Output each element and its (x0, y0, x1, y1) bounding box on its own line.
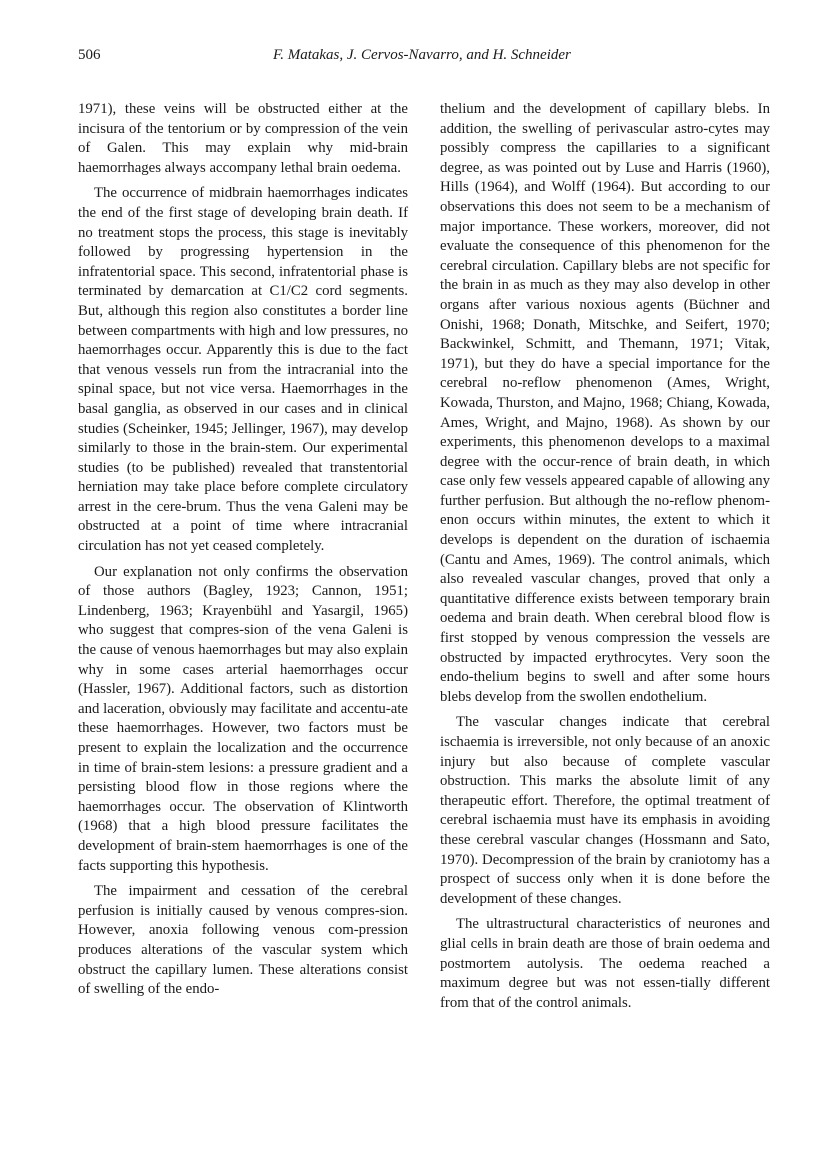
paragraph: The impairment and cessation of the cerebral perfusion is initially caused by venous compres-sion. However, anoxia following venous com-pression produces alterations of the vascular system which obstruct the capillary lumen. These alterations consist of swelling of the endo- (78, 883, 408, 998)
paragraph: Our explanation not only confirms the observation of those authors (Bagley, 1923; Cannon, 1951; Lindenberg, 1963; Krayenbühl and Yasargil, 1965) who suggest that compres-sion of the vena Galeni is the cause of venous haemorrhages but may also explain why in some cases arterial haemorrhages occur (Hassler, 1967). Additional factors, such as distortion and laceration, obviously may facilitate and accentu-ate these haemorrhages. However, two factors must be present to explain the localization and the occurrence in time of brain-stem lesions: a pressure gradient and a persisting blood flow in those regions where the haemorrhages occur. The observation of Klintworth (1968) that a high blood pressure facilitates the development of brain-stem haemorrhages is one of the facts supporting this hypothesis. (78, 563, 408, 874)
paragraph: The vascular changes indicate that cerebral ischaemia is irreversible, not only because of an anoxic injury but also because of complete vascular obstruction. This marks the absolute limit of any therapeutic effort. Therefore, the optimal treatment of cerebral ischaemia must have its emphasis in avoiding these cerebral vascular changes (Hossmann and Sato, 1970). Decompression of the brain by craniotomy has a prospect of success only when it is done before the development of these changes. (440, 714, 770, 907)
left-column (78, 100, 408, 1000)
page-number: 506 (78, 47, 101, 63)
paragraph: 1971), these veins will be obstructed either at the incisura of the tentorium or by compression of the vein of Galen. This may explain why mid-brain haemorrhages always accompany lethal brain oedema. (78, 101, 408, 176)
paragraph: thelium and the development of capillary blebs. In addition, the swelling of perivascular astro-cytes may possibly compress the capillaries to a significant degree, as was pointed out by Luse and Harris (1960), Hills (1964), and Wolff (1964). But according to our observations this does not seem to be a mechanism of major importance. These workers, moreover, did not evaluate the consequence of this phenomenon for the cerebral circulation. Capillary blebs are not specific for the brain in as much as they may also develop in other organs after various noxious agents (Büchner and Onishi, 1968; Donath, Mitschke, and Seifert, 1970; Backwinkel, Schmitt, and Themann, 1971; Vitak, 1971), but they do have a special importance for the cerebral no-reflow phenomenon (Ames, Wright, Kowada, Thurston, and Majno, 1968; Chiang, Kowada, Ames, Wright, and Majno, 1968). As shown by our experiments, this phenomenon develops to a maximal degree with the occur-rence of brain death, in which case only few vessels appeared capable of allowing any further perfusion. But although the no-reflow phenom-enon occurs within minutes, the extent to which it develops is dependent on the duration of ischaemia (Cantu and Ames, 1969). The control animals, which also revealed vascular changes, proved that only a quantitative difference exists between temporary brain oedema and brain death. When cerebral blood flow is first stopped by venous compression the vessels are obstructed by impacted erythrocytes. Very soon the endo-thelium begins to swell and after some hours blebs develop from the swollen endothelium. (440, 101, 770, 705)
paragraph: The ultrastructural characteristics of neurones and glial cells in brain death are those of brain oedema and postmortem autolysis. The oedema reached a maximum degree but was not essen-tially different from that of the control animals. (440, 916, 770, 1011)
running-head: F. Matakas, J. Cervos-Navarro, and H. Schneider (273, 47, 571, 63)
page-header (78, 47, 738, 69)
paragraph: The occurrence of midbrain haemorrhages indicates the end of the first stage of developing brain death. If no treatment stops the process, this stage is inevitably followed by progressing hypertension in the infratentorial space. This second, infratentorial phase is terminated by demarcation at C1/C2 cord segments. But, although this region also constitutes a border line between compartments with high and low pressures, no haemorrhages occur. Apparently this is due to the fact that venous vessels run from the intracranial into the spinal space, but not vice versa. Haemorrhages in the basal ganglia, as observed in our cases and in clinical studies (Scheinker, 1945; Jellinger, 1967), may develop similarly to those in the brain-stem. Our experimental studies (to be published) revealed that transtentorial herniation may take place before complete circulatory arrest in the cere-brum. Thus the vena Galeni may be obstructed at a point of time where intracranial circulation has not yet ceased completely. (78, 185, 408, 555)
right-column (440, 100, 770, 1013)
